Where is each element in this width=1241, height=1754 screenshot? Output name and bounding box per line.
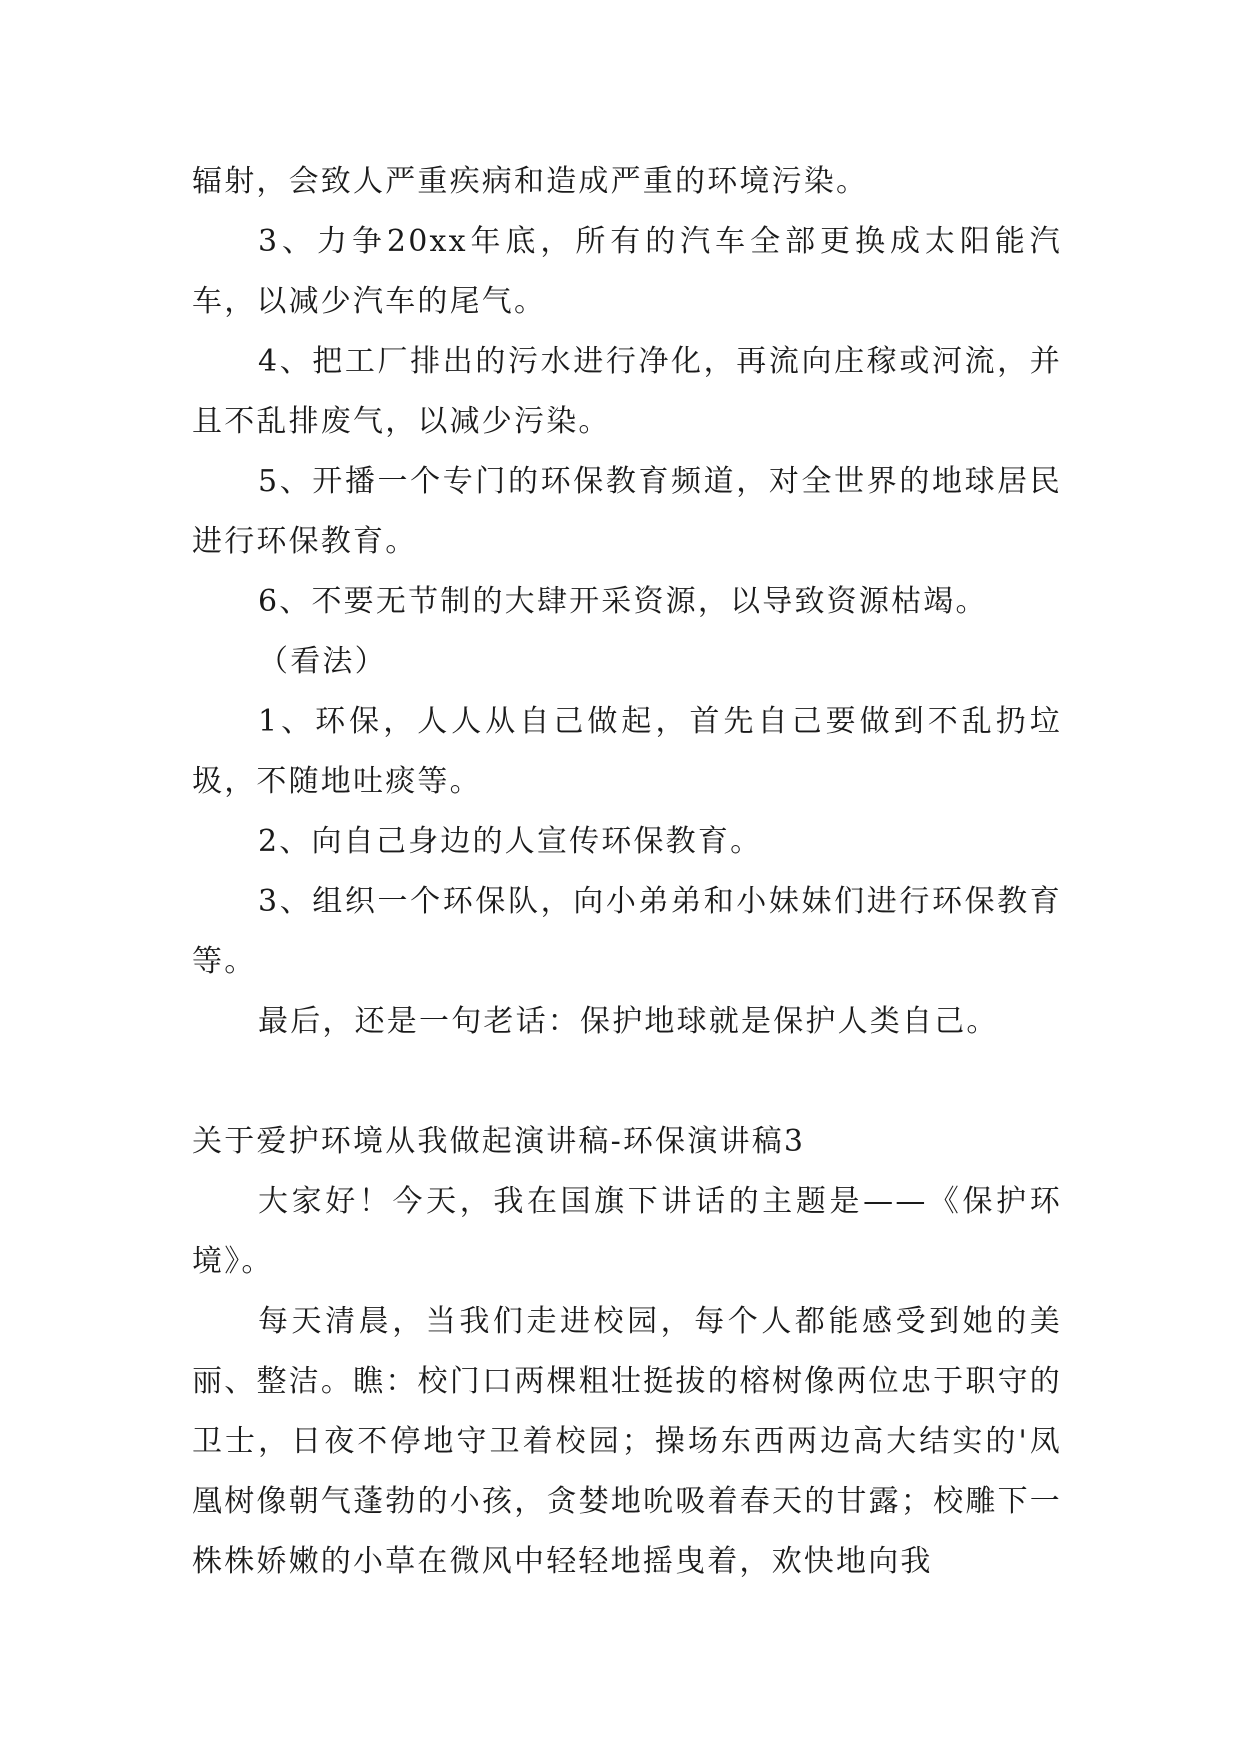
paragraph: 每天清晨，当我们走进校园，每个人都能感受到她的美丽、整洁。瞧：校门口两棵粗壮挺拔的榕树像两位忠于职守的卫士，日夜不停地守卫着校园；操场东西两边高大结实的'凤凰树像朝气蓬勃的小孩，贪婪地吮吸着春天的甘露；校雕下一株株娇嫩的小草在微风中轻轻地摇曳着，欢快地向我 bbox=[192, 1304, 1062, 1579]
document-page bbox=[192, 152, 1062, 1592]
section-spacer bbox=[192, 1052, 1062, 1112]
list-item: 6、不要无节制的大肆开采资源，以导致资源枯竭。 bbox=[258, 584, 988, 619]
paragraph: 最后，还是一句老话：保护地球就是保护人类自己。 bbox=[258, 1004, 999, 1039]
list-item: 3、力争20xx年底，所有的汽车全部更换成太阳能汽车，以减少汽车的尾气。 bbox=[192, 224, 1062, 319]
list-item: 3、组织一个环保队，向小弟弟和小妹妹们进行环保教育等。 bbox=[192, 884, 1062, 979]
section-title: 关于爱护环境从我做起演讲稿-环保演讲稿3 bbox=[192, 1124, 806, 1159]
list-item: 5、开播一个专门的环保教育频道，对全世界的地球居民进行环保教育。 bbox=[192, 464, 1062, 559]
list-item: 2、向自己身边的人宣传环保教育。 bbox=[258, 824, 763, 859]
paragraph: 大家好！今天，我在国旗下讲话的主题是——《保护环境》。 bbox=[192, 1184, 1062, 1279]
subheading: （看法） bbox=[258, 644, 387, 679]
list-item: 4、把工厂排出的污水进行净化，再流向庄稼或河流，并且不乱排废气，以减少污染。 bbox=[192, 344, 1062, 439]
list-item: 1、环保，人人从自己做起，首先自己要做到不乱扔垃圾，不随地吐痰等。 bbox=[192, 704, 1062, 799]
paragraph: 辐射，会致人严重疾病和造成严重的环境污染。 bbox=[192, 164, 869, 199]
